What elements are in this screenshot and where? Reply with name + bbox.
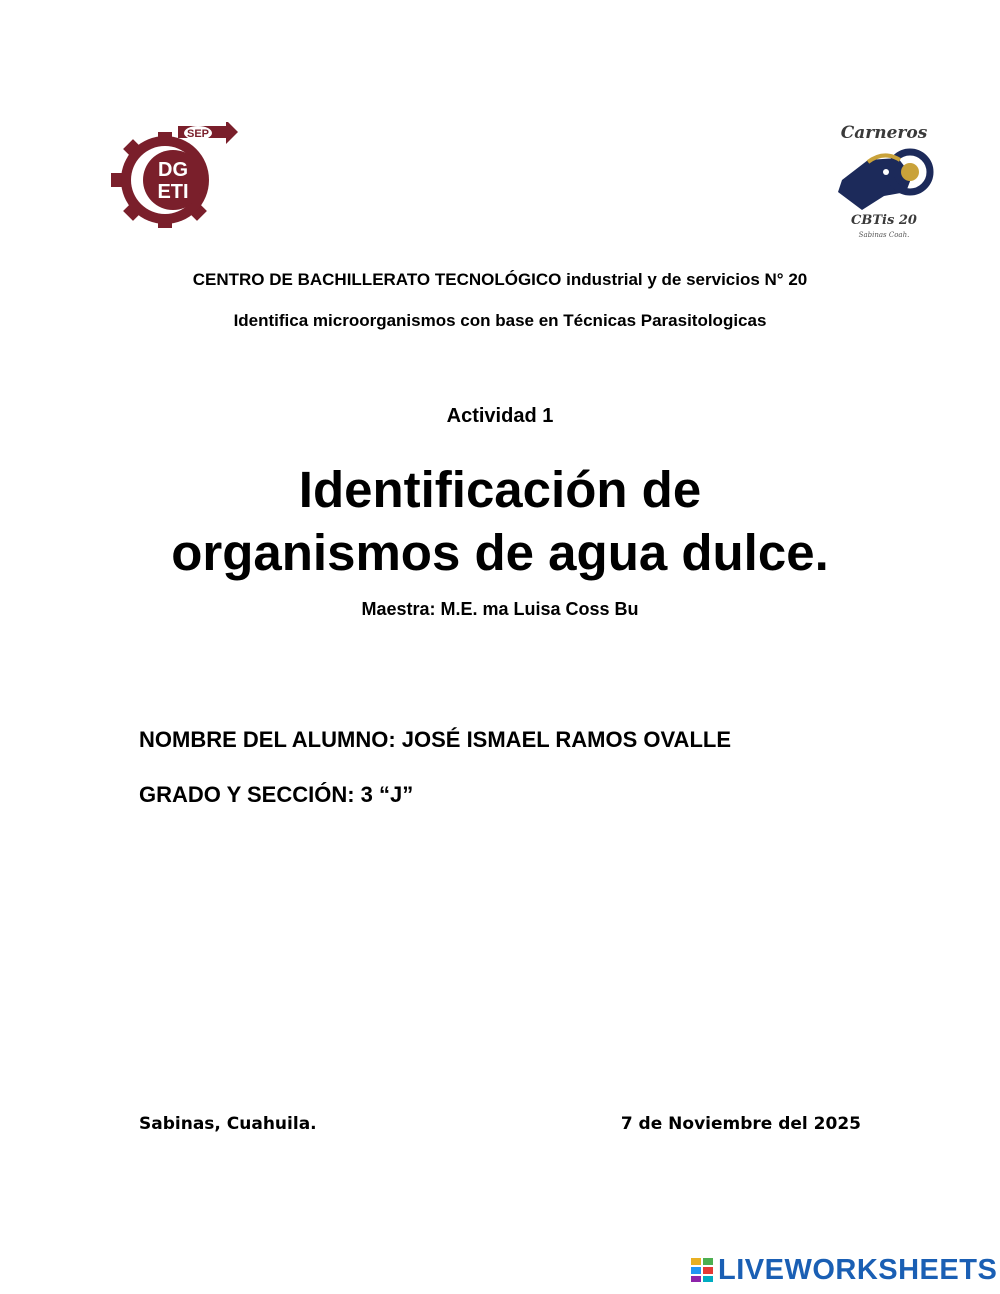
svg-text:CBTis 20: CBTis 20: [851, 213, 917, 228]
watermark-text: LIVEWORKSHEETS: [718, 1253, 998, 1286]
footer-place: Sabinas, Cuahuila.: [139, 1114, 317, 1134]
svg-text:SEP: SEP: [186, 128, 210, 140]
liveworksheets-watermark: [690, 1252, 997, 1288]
dgeti-logo: [106, 122, 241, 237]
svg-text:ETI: ETI: [157, 181, 189, 203]
dgeti-gear-logo-icon: [106, 122, 241, 237]
document-title: [0, 458, 1000, 584]
student-name: NOMBRE DEL ALUMNO: JOSÉ ISMAEL RAMOS OVALLE: [139, 727, 731, 752]
subject-name: Identifica microorganismos con base en Técnicas Parasitologicas: [233, 311, 767, 330]
teacher-name: Maestra: M.E. ma Luisa Coss Bu: [361, 599, 639, 619]
svg-text:DG: DG: [158, 159, 188, 181]
svg-text:Sabinas Coah.: Sabinas Coah.: [858, 231, 910, 239]
activity-label: Actividad 1: [446, 405, 554, 427]
svg-text:Carneros: Carneros: [840, 123, 928, 143]
grade-section: GRADO Y SECCIÓN: 3 “J”: [139, 782, 414, 807]
title-line-1: Identificación de: [298, 461, 702, 518]
liveworksheets-icon: [690, 1257, 714, 1283]
school-name: CENTRO DE BACHILLERATO TECNOLÓGICO industrial y de servicios N° 20: [192, 270, 808, 289]
carneros-logo: [828, 120, 940, 242]
carneros-ram-logo-icon: [828, 120, 940, 242]
footer-date: 7 de Noviembre del 2025: [620, 1114, 861, 1134]
title-line-2: organismos de agua dulce.: [171, 524, 829, 581]
